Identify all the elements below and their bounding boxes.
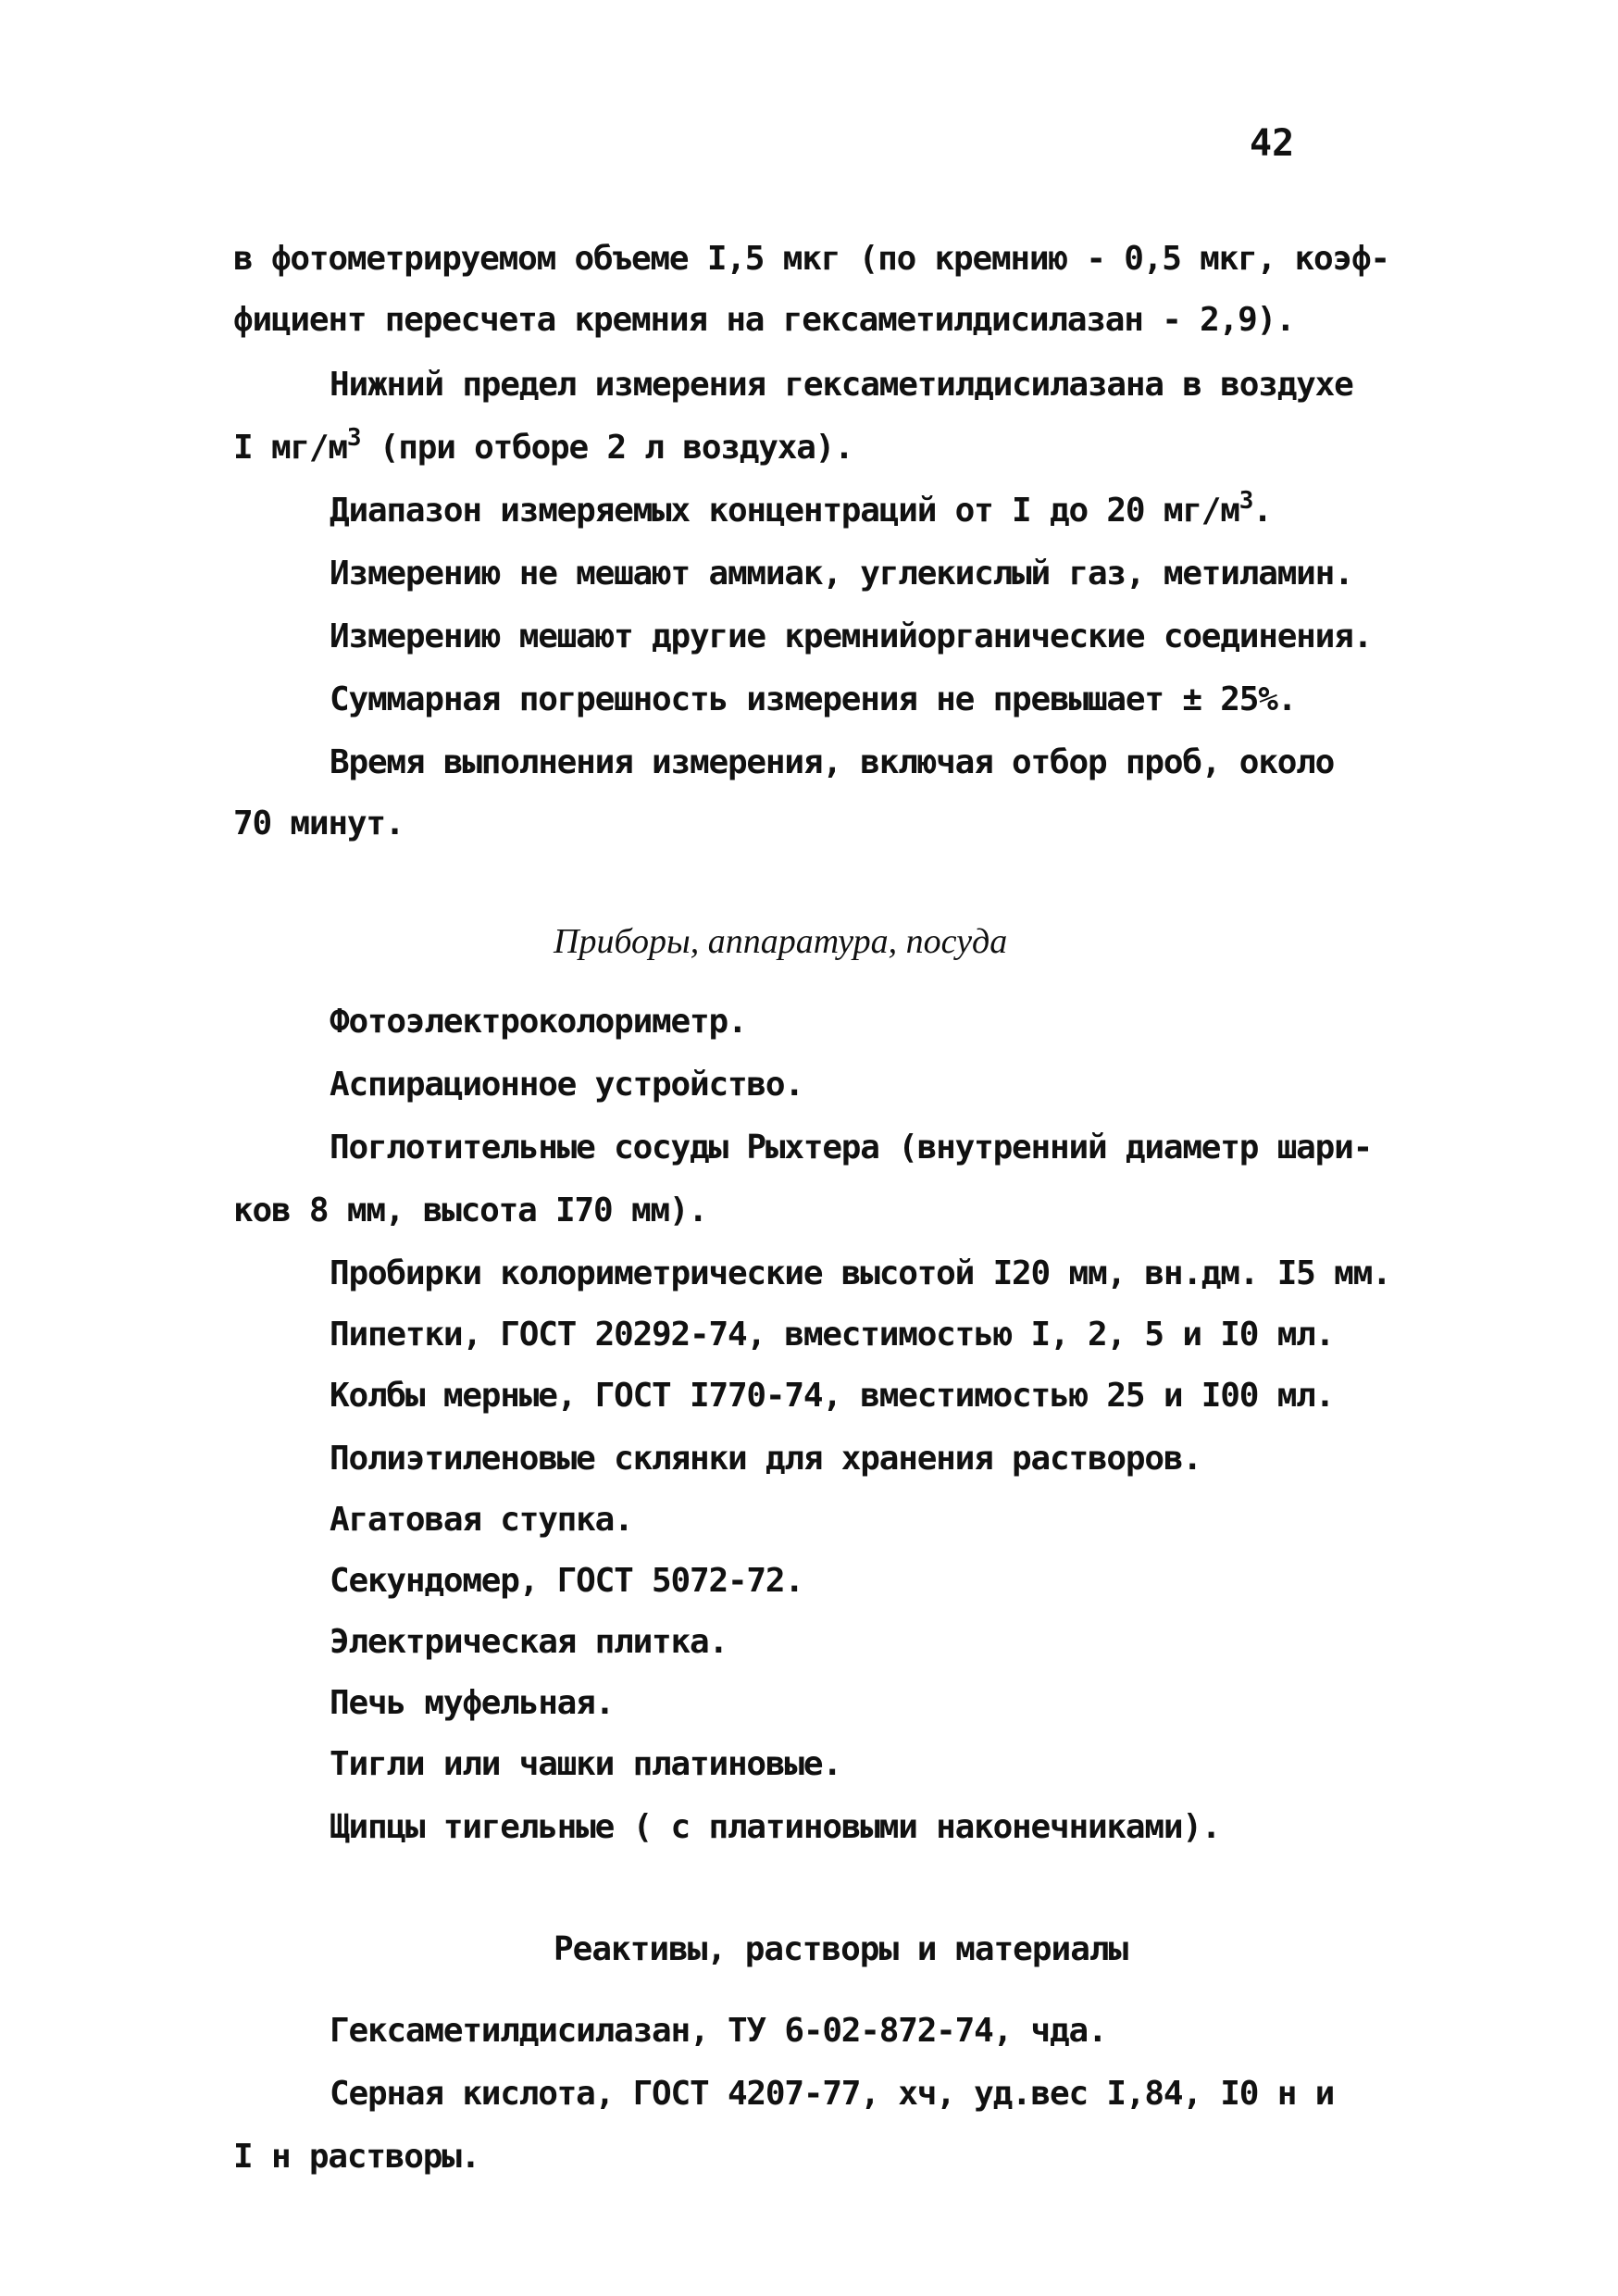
instrument-line-7: Колбы мерные, ГОСТ I770-74, вместимостью 25 и I00 мл.	[330, 1377, 1335, 1415]
reagent-line-1: Гексаметилдисилазан, ТУ 6-02-872-74, чда.	[330, 2012, 1107, 2050]
intro-line-3: Нижний предел измерения гексаметилдисилазана в воздухе	[330, 366, 1353, 404]
instrument-line-14: Щипцы тигельные ( с платиновыми наконечниками).	[330, 1808, 1221, 1846]
instrument-line-8: Полиэтиленовые склянки для хранения растворов.	[330, 1440, 1201, 1478]
instrument-line-1: Фотоэлектроколориметр.	[330, 1003, 747, 1041]
intro-line-4-text-b: (при отборе 2 л воздуха).	[360, 429, 853, 467]
section-heading-instruments: Приборы, аппаратура, посуда	[554, 922, 1008, 961]
intro-line-2: фициент пересчета кремния на гексаметилдисилазан - 2,9).	[233, 301, 1295, 339]
instrument-line-9: Агатовая ступка.	[330, 1501, 633, 1539]
instrument-line-4: ков 8 мм, высота I70 мм).	[233, 1192, 707, 1229]
intro-line-10: 70 минут.	[233, 805, 404, 842]
superscript-cubed: 3	[346, 424, 361, 452]
instrument-line-5: Пробирки колориметрические высотой I20 мм, вн.дм. I5 мм.	[330, 1254, 1391, 1292]
reagent-line-3: I н растворы.	[233, 2138, 480, 2176]
intro-line-6: Измерению не мешают аммиак, углекислый газ, метиламин.	[330, 555, 1353, 593]
intro-line-4-text-a: I мг/м	[233, 429, 347, 467]
instrument-line-2: Аспирационное устройство.	[330, 1066, 803, 1104]
instrument-line-10: Секундомер, ГОСТ 5072-72.	[330, 1562, 803, 1600]
instrument-line-13: Тигли или чашки платиновые.	[330, 1745, 841, 1783]
intro-line-5	[330, 487, 1272, 530]
intro-line-9: Время выполнения измерения, включая отбор проб, около	[330, 743, 1335, 781]
intro-line-5-text-a: Диапазон измеряемых концентраций от I до 20 мг/м	[330, 492, 1239, 530]
intro-line-5-text-b: .	[1252, 492, 1272, 530]
intro-line-4	[233, 424, 853, 467]
instrument-line-3: Поглотительные сосуды Рыхтера (внутренний диаметр шари-	[330, 1129, 1373, 1167]
instrument-line-11: Электрическая плитка.	[330, 1623, 728, 1661]
intro-line-1: в фотометрируемом объеме I,5 мкг (по кремнию - 0,5 мкг, коэф-	[233, 240, 1389, 278]
section-heading-reagents: Реактивы, растворы и материалы	[554, 1930, 1128, 1968]
page-number: 42	[1250, 122, 1295, 165]
reagent-line-2: Серная кислота, ГОСТ 4207-77, хч, уд.вес I,84, I0 н и	[330, 2075, 1335, 2113]
instrument-line-12: Печь муфельная.	[330, 1684, 615, 1722]
intro-line-8: Суммарная погрешность измерения не превышает ± 25%.	[330, 680, 1297, 718]
intro-line-7: Измерению мешают другие кремнийорганические соединения.	[330, 618, 1373, 655]
instrument-line-6: Пипетки, ГОСТ 20292-74, вместимостью I, 2, 5 и I0 мл.	[330, 1316, 1335, 1354]
superscript-cubed: 3	[1238, 487, 1253, 515]
